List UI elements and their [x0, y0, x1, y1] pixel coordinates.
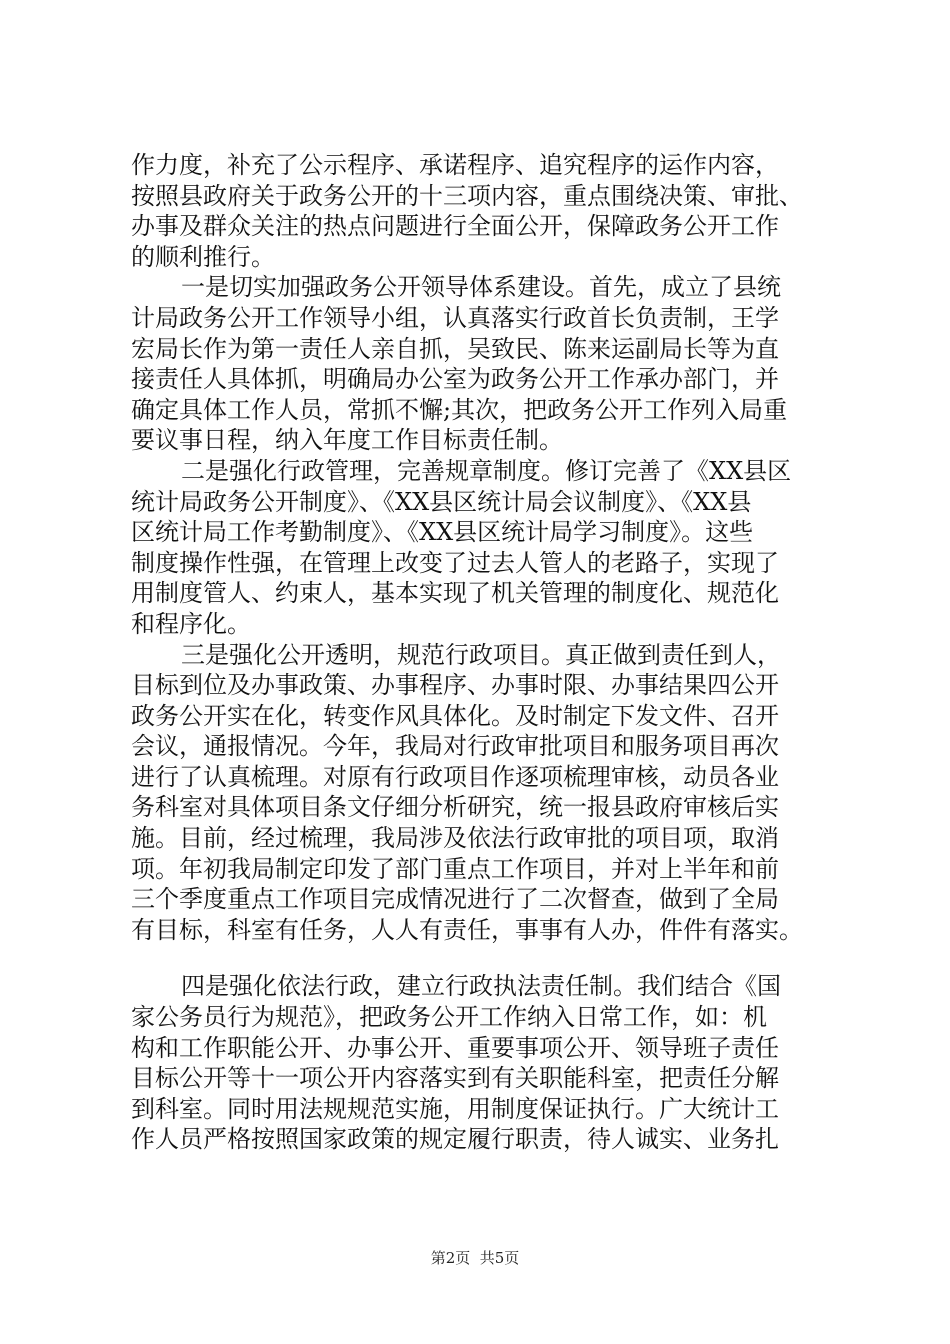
text-line: 到科室。同时用法规规范实施，用制度保证执行。广大统计工 [131, 1094, 779, 1123]
paragraph-point-3 [131, 640, 831, 946]
text-line: 目标到位及办事政策、办事程序、办事时限、办事结果四公开 [131, 671, 779, 700]
text-line: 作力度，补充了公示程序、承诺程序、追究程序的运作内容， [131, 151, 779, 179]
text-line: 要议事日程，纳入年度工作目标责任制。 [131, 426, 563, 455]
paragraph-intro [131, 150, 831, 272]
text-line: 项。年初我局制定印发了部门重点工作项目，并对上半年和前 [131, 854, 779, 883]
text-line: 四是强化依法行政，建立行政执法责任制。我们结合《国 [181, 972, 781, 1001]
text-line: 的顺利推行。 [131, 242, 275, 271]
paragraph-point-1 [131, 272, 831, 456]
paragraph-point-2 [131, 456, 831, 640]
text-line: 作人员严格按照国家政策的规定履行职责，待人诚实、业务扎 [131, 1125, 779, 1154]
text-line: 目标公开等十一项公开内容落实到有关职能科室，把责任分解 [131, 1064, 779, 1093]
page-number-footer: 第2页 共5页 [430, 1249, 520, 1267]
text-line: 区统计局工作考勤制度》、《XX县区统计局学习制度》。这些 [131, 518, 754, 547]
text-line: 用制度管人、约束人，基本实现了机关管理的制度化、规范化 [131, 579, 779, 608]
paragraph-point-4 [131, 971, 831, 1155]
text-line: 家公务员行为规范》，把政务公开工作纳入日常工作，如：机 [131, 1003, 767, 1032]
document-body [131, 150, 831, 1155]
text-line: 按照县政府关于政务公开的十三项内容，重点围绕决策、审批、 [131, 181, 803, 210]
text-line: 一是切实加强政务公开领导体系建设。首先，成立了县统 [181, 273, 781, 302]
text-line: 宏局长作为第一责任人亲自抓，吴致民、陈来运副局长等为直 [131, 334, 779, 363]
text-line: 制度操作性强，在管理上改变了过去人管人的老路子，实现了 [131, 548, 779, 577]
text-line: 政务公开实在化，转变作风具体化。及时制定下发文件、召开 [131, 701, 779, 730]
text-line: 和程序化。 [131, 609, 251, 638]
text-line: 构和工作职能公开、办事公开、重要事项公开、领导班子责任 [131, 1033, 779, 1062]
text-line: 三个季度重点工作项目完成情况进行了二次督查，做到了全局 [131, 885, 779, 914]
text-line: 确定具体工作人员，常抓不懈;其次，把政务公开工作列入局重 [131, 395, 788, 424]
text-line: 进行了认真梳理。对原有行政项目作逐项梳理审核，动员各业 [131, 762, 779, 791]
text-line: 接责任人具体抓，明确局办公室为政务公开工作承办部门，并 [131, 365, 779, 394]
text-line: 务科室对具体项目条文仔细分析研究，统一报县政府审核后实 [131, 793, 779, 822]
text-line: 计局政务公开工作领导小组，认真落实行政首长负责制，王学 [131, 303, 779, 332]
text-line: 会议，通报情况。今年，我局对行政审批项目和服务项目再次 [131, 732, 779, 761]
text-line: 三是强化公开透明，规范行政项目。真正做到责任到人， [181, 640, 781, 669]
paragraph-spacer [131, 945, 831, 971]
text-line: 施。目前，经过梳理，我局涉及依法行政审批的项目项，取消 [131, 824, 779, 853]
text-line: 有目标，科室有任务，人人有责任，事事有人办，件件有落实。 [131, 915, 803, 944]
text-line: 办事及群众关注的热点问题进行全面公开，保障政务公开工作 [131, 212, 779, 241]
text-line: 统计局政务公开制度》、《XX县区统计局会议制度》、《XX县 [131, 487, 752, 516]
text-line: 二是强化行政管理，完善规章制度。修订完善了《XX县区 [181, 456, 792, 485]
